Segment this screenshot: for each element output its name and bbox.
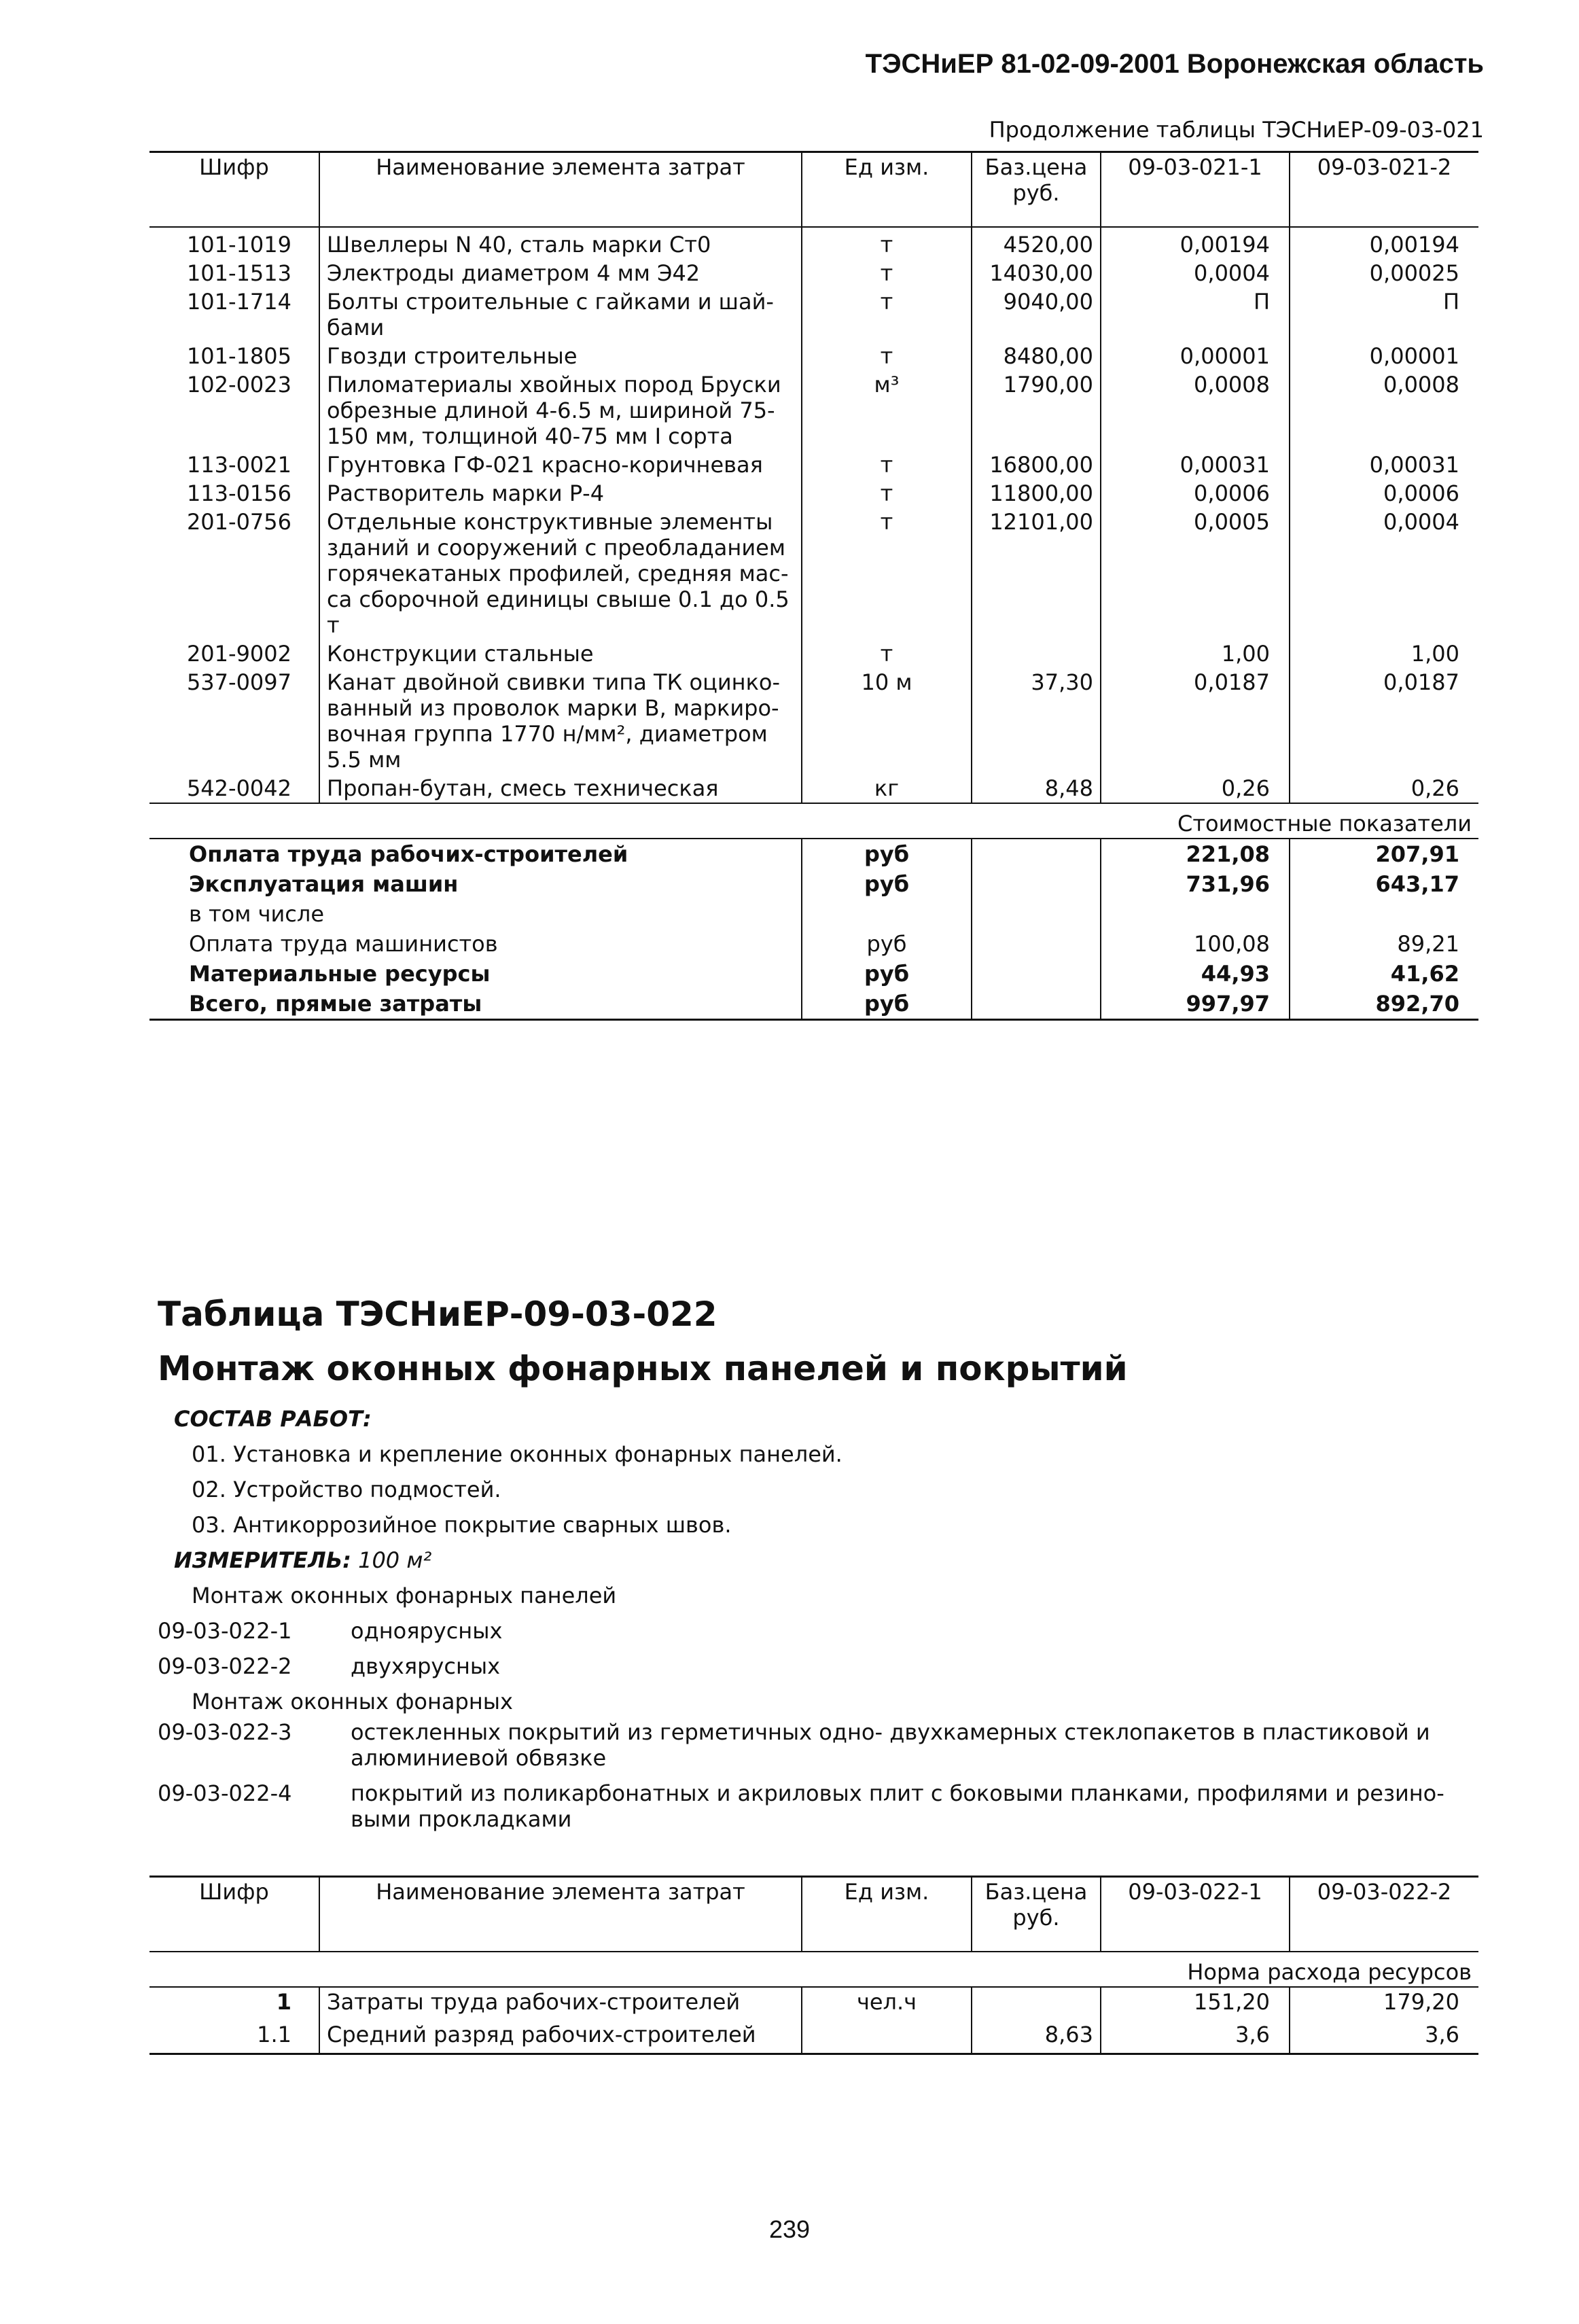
base-price: 11800,00 xyxy=(972,479,1101,508)
summary-value: 643,17 xyxy=(1290,869,1478,899)
table-row xyxy=(149,287,1478,342)
norm-value: 3,6 xyxy=(1101,2020,1290,2054)
group-title: Монтаж оконных фонарных xyxy=(192,1689,513,1714)
summary-label: Эксплуатация машин xyxy=(189,871,459,897)
measure-code: 09-03-022-4 xyxy=(158,1780,292,1806)
measure-text: остекленных покрытий из герметичных одно- двухкамерных стеклопакетов в пластиковой и алюминиевой обвязке xyxy=(351,1719,1430,1771)
resource-unit: м³ xyxy=(802,370,972,451)
column-header: Шифр xyxy=(149,152,319,228)
resource-name: Гвозди строительные xyxy=(319,342,802,370)
resource-name: Канат двойной свивки типа ТК оцинко-ванный из проволок марки В, маркиро-вочная группа 1770 н/мм², диаметром 5.5 мм xyxy=(319,668,802,774)
resource-name: Конструкции стальные xyxy=(319,639,802,668)
norm-value: 0,00194 xyxy=(1290,227,1478,259)
resource-unit: чел.ч xyxy=(802,1987,972,2020)
table-row xyxy=(149,342,1478,370)
resource-table-021 xyxy=(149,151,1478,1021)
table-row xyxy=(149,668,1478,774)
work-composition-block xyxy=(158,1401,1449,1842)
summary-value xyxy=(1101,899,1290,929)
column-header: 09-03-022-2 xyxy=(1290,1877,1478,1952)
work-item: 01. Установка и крепление оконных фонарных панелей. xyxy=(192,1441,842,1467)
table-title: Таблица ТЭСНиЕР-09-03-022 xyxy=(158,1295,717,1334)
table-row xyxy=(149,370,1478,451)
norm-value: 0,0008 xyxy=(1101,370,1290,451)
resource-unit: т xyxy=(802,287,972,342)
norm-value: 0,0004 xyxy=(1290,508,1478,639)
resource-code: 1 xyxy=(276,1989,291,2015)
column-header: 09-03-021-1 xyxy=(1101,152,1290,228)
resource-code: 113-0021 xyxy=(186,452,291,478)
norm-value: П xyxy=(1290,287,1478,342)
norm-value: 151,20 xyxy=(1101,1987,1290,2020)
summary-value: 100,08 xyxy=(1101,929,1290,959)
summary-value: 207,91 xyxy=(1290,839,1478,869)
norm-value: 0,00001 xyxy=(1290,342,1478,370)
summary-unit: руб xyxy=(802,869,972,899)
summary-empty xyxy=(972,869,1101,899)
norm-value: 0,26 xyxy=(1290,774,1478,803)
summary-value: 892,70 xyxy=(1290,989,1478,1020)
resource-unit: 10 м xyxy=(802,668,972,774)
column-header: Ед изм. xyxy=(802,1877,972,1952)
norm-value: 0,0005 xyxy=(1101,508,1290,639)
summary-value: 44,93 xyxy=(1101,959,1290,989)
resource-code: 201-9002 xyxy=(186,641,291,667)
measure-row xyxy=(158,1780,1449,1832)
page-number: 239 xyxy=(768,2215,811,2243)
summary-row xyxy=(149,959,1478,989)
base-price: 8,48 xyxy=(972,774,1101,803)
summary-unit: руб xyxy=(802,989,972,1020)
resource-name: Болты строительные с гайками и шай-бами xyxy=(319,287,802,342)
norm-value: 0,00194 xyxy=(1101,227,1290,259)
section-label-row xyxy=(149,1952,1478,1987)
summary-value: 221,08 xyxy=(1101,839,1290,869)
norm-value: 0,0187 xyxy=(1101,668,1290,774)
norm-value: 0,0008 xyxy=(1290,370,1478,451)
summary-unit: руб xyxy=(802,929,972,959)
resource-code: 201-0756 xyxy=(186,509,291,535)
summary-empty xyxy=(972,959,1101,989)
summary-empty xyxy=(972,839,1101,869)
norm-value: 1,00 xyxy=(1101,639,1290,668)
norm-value: 0,26 xyxy=(1101,774,1290,803)
resource-code: 1.1 xyxy=(257,2022,291,2047)
works-label: СОСТАВ РАБОТ: xyxy=(174,1406,372,1432)
column-header: Шифр xyxy=(149,1877,319,1952)
table-subtitle: Монтаж оконных фонарных панелей и покрытий xyxy=(158,1349,1128,1388)
work-item: 03. Антикоррозийное покрытие сварных швов. xyxy=(192,1512,732,1538)
measurer-label: ИЗМЕРИТЕЛЬ: xyxy=(174,1547,351,1573)
resource-unit xyxy=(802,2020,972,2054)
table-row xyxy=(149,508,1478,639)
resource-unit: т xyxy=(802,639,972,668)
table-row xyxy=(149,227,1478,259)
norm-value: 0,00031 xyxy=(1101,451,1290,479)
resource-unit: кг xyxy=(802,774,972,803)
norm-value: 0,00031 xyxy=(1290,451,1478,479)
resource-name: Отдельные конструктивные элементы зданий и сооружений с преобладанием горячекатаных профилей, средняя мас-са сборочной единицы свыше 0.1 до 0.5 т xyxy=(319,508,802,639)
resource-name: Грунтовка ГФ-021 красно-коричневая xyxy=(319,451,802,479)
summary-unit: руб xyxy=(802,839,972,869)
resource-name: Затраты труда рабочих-строителей xyxy=(319,1987,802,2020)
base-price: 14030,00 xyxy=(972,259,1101,287)
measure-text: покрытий из поликарбонатных и акриловых плит с боковыми планками, профилями и резино-выми прокладками xyxy=(351,1780,1444,1832)
summary-label: Всего, прямые затраты xyxy=(189,991,482,1017)
norm-value: 0,00001 xyxy=(1101,342,1290,370)
resource-name: Растворитель марки Р-4 xyxy=(319,479,802,508)
summary-unit xyxy=(802,899,972,929)
summary-row xyxy=(149,869,1478,899)
resource-unit: т xyxy=(802,259,972,287)
summary-empty xyxy=(972,899,1101,929)
resource-code: 113-0156 xyxy=(186,480,291,506)
base-price: 1790,00 xyxy=(972,370,1101,451)
resource-code: 102-0023 xyxy=(186,372,291,398)
base-price: 16800,00 xyxy=(972,451,1101,479)
norm-value: 0,0006 xyxy=(1290,479,1478,508)
summary-value xyxy=(1290,899,1478,929)
summary-label: Материальные ресурсы xyxy=(189,961,491,987)
table-header-row xyxy=(149,1877,1478,1952)
norm-value: 0,0187 xyxy=(1290,668,1478,774)
table-header-row xyxy=(149,152,1478,228)
base-price: 8,63 xyxy=(972,2020,1101,2054)
norm-value: 0,0006 xyxy=(1101,479,1290,508)
column-header: Наименование элемента затрат xyxy=(319,152,802,228)
column-header: Наименование элемента затрат xyxy=(319,1877,802,1952)
table-row xyxy=(149,1987,1478,2020)
column-header: Ед изм. xyxy=(802,152,972,228)
measure-code: 09-03-022-3 xyxy=(158,1719,292,1745)
resource-name: Средний разряд рабочих-строителей xyxy=(319,2020,802,2054)
table-continuation-note: Продолжение таблицы ТЭСНиЕР-09-03-021 xyxy=(989,117,1484,143)
summary-value: 997,97 xyxy=(1101,989,1290,1020)
table-row xyxy=(149,479,1478,508)
summary-row xyxy=(149,929,1478,959)
section-label: Стоимостные показатели xyxy=(149,803,1478,839)
measure-row xyxy=(158,1613,1449,1649)
norm-value: 3,6 xyxy=(1290,2020,1478,2054)
norm-value: П xyxy=(1101,287,1290,342)
resource-unit: т xyxy=(802,451,972,479)
base-price: 4520,00 xyxy=(972,227,1101,259)
summary-label: Оплата труда рабочих-строителей xyxy=(189,841,628,867)
resource-unit: т xyxy=(802,342,972,370)
norm-value: 1,00 xyxy=(1290,639,1478,668)
resource-table-022 xyxy=(149,1876,1478,2055)
resource-code: 542-0042 xyxy=(186,775,291,801)
resource-name: Швеллеры N 40, сталь марки Ст0 xyxy=(319,227,802,259)
summary-empty xyxy=(972,929,1101,959)
resource-unit: т xyxy=(802,479,972,508)
column-header: 09-03-021-2 xyxy=(1290,152,1478,228)
table-row xyxy=(149,451,1478,479)
measure-row xyxy=(158,1649,1449,1684)
measurer-value: 100 м² xyxy=(358,1547,432,1573)
column-header: Баз.цена руб. xyxy=(972,152,1101,228)
resource-unit: т xyxy=(802,508,972,639)
norm-value: 0,0004 xyxy=(1101,259,1290,287)
base-price: 37,30 xyxy=(972,668,1101,774)
base-price: 12101,00 xyxy=(972,508,1101,639)
summary-empty xyxy=(972,989,1101,1020)
summary-value: 41,62 xyxy=(1290,959,1478,989)
measure-text: одноярусных xyxy=(351,1618,503,1644)
table-row xyxy=(149,259,1478,287)
column-header: 09-03-022-1 xyxy=(1101,1877,1290,1952)
base-price: 9040,00 xyxy=(972,287,1101,342)
summary-row xyxy=(149,899,1478,929)
measure-code: 09-03-022-1 xyxy=(158,1618,292,1644)
work-item: 02. Устройство подмостей. xyxy=(192,1477,501,1502)
resource-code: 101-1513 xyxy=(186,260,291,286)
summary-unit: руб xyxy=(802,959,972,989)
resource-unit: т xyxy=(802,227,972,259)
summary-label: Оплата труда машинистов xyxy=(189,931,498,957)
summary-value: 89,21 xyxy=(1290,929,1478,959)
measure-code: 09-03-022-2 xyxy=(158,1653,292,1679)
resource-name: Электроды диаметром 4 мм Э42 xyxy=(319,259,802,287)
table-row xyxy=(149,2020,1478,2054)
table-row xyxy=(149,639,1478,668)
measure-text: двухярусных xyxy=(351,1653,501,1679)
resource-code: 101-1805 xyxy=(186,343,291,369)
summary-value: 731,96 xyxy=(1101,869,1290,899)
section-label: Норма расхода ресурсов xyxy=(149,1952,1478,1987)
table-row xyxy=(149,774,1478,803)
resource-code: 101-1714 xyxy=(186,289,291,315)
group-title: Монтаж оконных фонарных панелей xyxy=(192,1583,617,1608)
base-price xyxy=(972,639,1101,668)
base-price xyxy=(972,1987,1101,2020)
resource-code: 101-1019 xyxy=(186,232,291,258)
base-price: 8480,00 xyxy=(972,342,1101,370)
norm-value: 179,20 xyxy=(1290,1987,1478,2020)
resource-code: 537-0097 xyxy=(186,669,291,695)
measure-row xyxy=(158,1719,1449,1771)
summary-row xyxy=(149,839,1478,869)
resource-name: Пиломатериалы хвойных пород Бруски обрезные длиной 4-6.5 м, шириной 75-150 мм, толщиной 40-75 мм I сорта xyxy=(319,370,802,451)
section-label-row xyxy=(149,803,1478,839)
norm-value: 0,00025 xyxy=(1290,259,1478,287)
column-header: Баз.цена руб. xyxy=(972,1877,1101,1952)
summary-label: в том числе xyxy=(189,901,324,927)
summary-row xyxy=(149,989,1478,1020)
resource-name: Пропан-бутан, смесь техническая xyxy=(319,774,802,803)
document-header-title: ТЭСНиЕР 81-02-09-2001 Воронежская область xyxy=(865,49,1484,79)
